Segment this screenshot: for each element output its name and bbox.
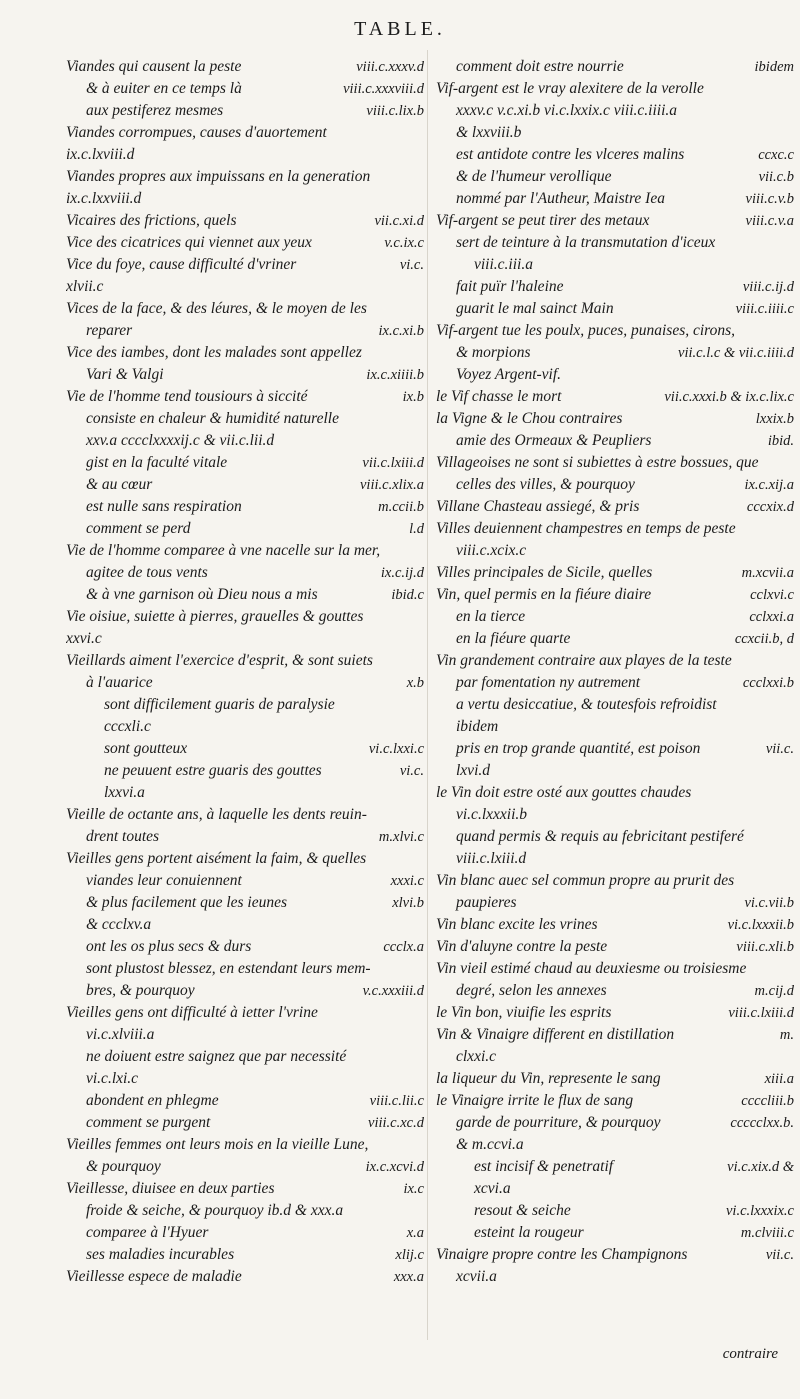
entry-reference: xxxi.c bbox=[390, 873, 424, 889]
entry-text: xxv.a cccclxxxxij.c & vii.c.lii.d bbox=[86, 432, 275, 449]
index-entry bbox=[436, 958, 794, 980]
entry-reference: vii.c.xi.d bbox=[374, 213, 424, 229]
entry-reference: v.c.xxxiii.d bbox=[362, 983, 424, 999]
entry-text: degré, selon les annexes bbox=[456, 982, 607, 999]
entry-text: Vin blanc auec sel commun propre au prurit des bbox=[436, 872, 735, 889]
entry-text: Vari & Valgi bbox=[86, 366, 164, 383]
index-entry bbox=[66, 1134, 424, 1156]
entry-text: xcvii.a bbox=[456, 1268, 497, 1285]
index-entry bbox=[436, 914, 794, 936]
entry-text: quand permis & requis au febricitant pestiferé bbox=[456, 828, 744, 845]
index-entry bbox=[436, 1156, 794, 1178]
entry-text: abondent en phlegme bbox=[86, 1092, 219, 1109]
entry-reference: vii.c. bbox=[765, 741, 794, 757]
entry-text: comment doit estre nourrie bbox=[456, 58, 624, 75]
entry-text: resout & seiche bbox=[474, 1202, 571, 1219]
index-entry bbox=[436, 496, 794, 518]
index-entry bbox=[436, 320, 794, 342]
index-entry bbox=[66, 540, 424, 562]
entry-text: Vieille de octante ans, à laquelle les dents reuin- bbox=[66, 806, 367, 823]
entry-reference: ix.c bbox=[403, 1181, 424, 1197]
index-entry bbox=[436, 606, 794, 628]
entry-reference: xlvi.b bbox=[392, 895, 424, 911]
entry-text: Voyez Argent-vif. bbox=[456, 366, 562, 383]
index-entry bbox=[436, 1134, 794, 1156]
index-entry bbox=[436, 408, 794, 430]
index-entry bbox=[436, 1266, 794, 1288]
entry-text: Vin vieil estimé chaud au deuxiesme ou troisiesme bbox=[436, 960, 747, 977]
index-entry bbox=[436, 56, 794, 78]
entry-text: sont goutteux bbox=[104, 740, 188, 757]
entry-text: en la tierce bbox=[456, 608, 526, 625]
entry-reference: viii.c.xxxv.d bbox=[356, 59, 424, 75]
index-entry bbox=[436, 694, 794, 716]
entry-reference: viii.c.xc.d bbox=[368, 1115, 424, 1131]
index-entry bbox=[66, 804, 424, 826]
index-entry bbox=[436, 1024, 794, 1046]
index-entry bbox=[66, 254, 424, 276]
entry-text: par fomentation ny autrement bbox=[456, 674, 641, 691]
entry-text: celles des villes, & pourquoy bbox=[456, 476, 635, 493]
entry-text: Vieillesse espece de maladie bbox=[66, 1268, 242, 1285]
entry-text: Vieilles gens ont difficulté à ietter l'vrine bbox=[66, 1004, 318, 1021]
entry-reference: viii.c.lxiii.d bbox=[728, 1005, 794, 1021]
entry-reference: cclxvi.c bbox=[750, 587, 794, 603]
entry-text: ne peuuent estre guaris des gouttes bbox=[104, 762, 322, 779]
index-entry bbox=[436, 364, 794, 386]
entry-reference: x.a bbox=[406, 1225, 424, 1241]
entry-text: sont plustost blessez, en estendant leurs mem- bbox=[86, 960, 371, 977]
entry-text: vi.c.xlviii.a bbox=[86, 1026, 155, 1043]
entry-reference: cccxix.d bbox=[746, 499, 794, 515]
index-entry bbox=[66, 144, 424, 166]
index-entry bbox=[436, 848, 794, 870]
entry-text: gist en la faculté vitale bbox=[86, 454, 228, 471]
entry-text: Vieilles femmes ont leurs mois en la vieille Lune, bbox=[66, 1136, 369, 1153]
index-entry bbox=[66, 870, 424, 892]
entry-reference: xlij.c bbox=[395, 1247, 424, 1263]
index-entry bbox=[66, 892, 424, 914]
index-entry bbox=[436, 430, 794, 452]
index-entry bbox=[436, 1178, 794, 1200]
entry-reference: ix.c.xiiii.b bbox=[366, 367, 424, 383]
entry-text: Vices de la face, & des léures, & le moyen de les bbox=[66, 300, 367, 317]
entry-text: bres, & pourquoy bbox=[86, 982, 195, 999]
entry-text: Vin blanc excite les vrines bbox=[436, 916, 598, 933]
entry-text: esteint la rougeur bbox=[474, 1224, 584, 1241]
index-entry bbox=[436, 452, 794, 474]
index-entry bbox=[436, 760, 794, 782]
entry-text: amie des Ormeaux & Peupliers bbox=[456, 432, 652, 449]
entry-text: nommé par l'Autheur, Maistre Iea bbox=[456, 190, 665, 207]
entry-text: ix.c.lxviii.d bbox=[66, 146, 135, 163]
entry-reference: vi.c.lxxxii.b bbox=[727, 917, 794, 933]
entry-reference: l.d bbox=[409, 521, 424, 537]
entry-text: & lxxviii.b bbox=[456, 124, 522, 141]
index-entry bbox=[66, 452, 424, 474]
entry-text: guarit le mal sainct Main bbox=[456, 300, 614, 317]
index-entry bbox=[436, 826, 794, 848]
entry-text: viii.c.xcix.c bbox=[456, 542, 527, 559]
entry-text: & ccclxv.a bbox=[86, 916, 152, 933]
index-column-right bbox=[436, 56, 794, 1288]
entry-reference: viii.c.xlix.a bbox=[359, 477, 424, 493]
entry-text: Vin d'aluyne contre la peste bbox=[436, 938, 608, 955]
index-entry bbox=[66, 1046, 424, 1068]
entry-text: & à euiter en ce temps là bbox=[86, 80, 242, 97]
entry-text: vi.c.lxxxii.b bbox=[456, 806, 527, 823]
entry-reference: v.c.ix.c bbox=[384, 235, 424, 251]
entry-text: xxvi.c bbox=[66, 630, 102, 647]
index-entry bbox=[66, 1002, 424, 1024]
entry-reference: ibid. bbox=[767, 433, 794, 449]
index-column-left bbox=[66, 56, 424, 1288]
index-entry bbox=[436, 1002, 794, 1024]
entry-text: est nulle sans respiration bbox=[86, 498, 242, 515]
index-entry bbox=[66, 760, 424, 782]
index-entry bbox=[436, 342, 794, 364]
index-entry bbox=[436, 474, 794, 496]
entry-text: le Vinaigre irrite le flux de sang bbox=[436, 1092, 634, 1109]
index-entry bbox=[436, 122, 794, 144]
entry-reference: vi.c. bbox=[399, 257, 424, 273]
entry-text: Vin & Vinaigre different en distillation bbox=[436, 1026, 675, 1043]
entry-text: Vin grandement contraire aux playes de la teste bbox=[436, 652, 732, 669]
entry-reference: ibid.c bbox=[391, 587, 424, 603]
entry-reference: ccclxxi.b bbox=[742, 675, 794, 691]
entry-text: en la fiéure quarte bbox=[456, 630, 571, 647]
index-entry bbox=[436, 540, 794, 562]
entry-reference: vii.c.lxiii.d bbox=[362, 455, 424, 471]
entry-text: Viandes corrompues, causes d'auortement bbox=[66, 124, 327, 141]
entry-text: Vin, quel permis en la fiéure diaire bbox=[436, 586, 652, 603]
entry-text: froide & seiche, & pourquoy ib.d & xxx.a bbox=[86, 1202, 344, 1219]
entry-text: agitee de tous vents bbox=[86, 564, 208, 581]
entry-text: ix.c.lxxviii.d bbox=[66, 190, 142, 207]
index-entry bbox=[66, 386, 424, 408]
entry-reference: viii.c.xxxviii.d bbox=[343, 81, 424, 97]
entry-reference: viii.c.xli.b bbox=[736, 939, 794, 955]
entry-reference: ix.c.xi.b bbox=[378, 323, 424, 339]
index-entry bbox=[66, 1244, 424, 1266]
entry-reference: vi.c.lxxxix.c bbox=[725, 1203, 794, 1219]
entry-text: ont les os plus secs & durs bbox=[86, 938, 252, 955]
column-divider bbox=[427, 50, 428, 1340]
entry-reference: m.xlvi.c bbox=[378, 829, 424, 845]
index-entry bbox=[436, 254, 794, 276]
index-entry bbox=[66, 650, 424, 672]
entry-text: à l'auarice bbox=[86, 674, 153, 691]
entry-text: viii.c.lxiii.d bbox=[456, 850, 527, 867]
index-entry bbox=[66, 78, 424, 100]
index-entry bbox=[66, 430, 424, 452]
index-entry bbox=[436, 518, 794, 540]
entry-reference: vi.c. bbox=[399, 763, 424, 779]
index-entry bbox=[66, 1178, 424, 1200]
index-entry bbox=[66, 958, 424, 980]
entry-text: viandes leur conuiennent bbox=[86, 872, 242, 889]
index-entry bbox=[436, 1222, 794, 1244]
index-entry bbox=[66, 1200, 424, 1222]
entry-text: viii.c.iii.a bbox=[474, 256, 533, 273]
index-entry bbox=[436, 1200, 794, 1222]
entry-text: comparee à l'Hyuer bbox=[86, 1224, 209, 1241]
index-entry bbox=[436, 584, 794, 606]
index-entry bbox=[436, 1112, 794, 1134]
index-entry bbox=[66, 672, 424, 694]
entry-text: lxvi.d bbox=[456, 762, 490, 779]
entry-text: la Vigne & le Chou contraires bbox=[436, 410, 623, 427]
entry-text: pris en trop grande quantité, est poison bbox=[456, 740, 701, 757]
entry-text: xxxv.c v.c.xi.b vi.c.lxxix.c viii.c.iiii.a bbox=[456, 102, 678, 119]
index-entry bbox=[436, 298, 794, 320]
entry-text: xcvi.a bbox=[474, 1180, 511, 1197]
entry-text: & pourquoy bbox=[86, 1158, 161, 1175]
entry-text: Villes deuiennent champestres en temps de peste bbox=[436, 520, 736, 537]
entry-reference: cclxxi.a bbox=[749, 609, 794, 625]
entry-text: Villageoises ne sont si subiettes à estre bossues, que bbox=[436, 454, 759, 471]
index-entry bbox=[436, 144, 794, 166]
index-entry bbox=[436, 1090, 794, 1112]
index-entry bbox=[436, 628, 794, 650]
entry-text: a vertu desiccatiue, & toutesfois refroidist bbox=[456, 696, 717, 713]
entry-reference: viii.c.lix.b bbox=[366, 103, 424, 119]
index-entry bbox=[66, 276, 424, 298]
index-entry bbox=[66, 320, 424, 342]
index-entry bbox=[436, 870, 794, 892]
entry-reference: vii.c.b bbox=[758, 169, 794, 185]
entry-reference: ccxcii.b, d bbox=[734, 631, 794, 647]
entry-text: cccxli.c bbox=[104, 718, 151, 735]
entry-text: Vice du foye, cause difficulté d'vriner bbox=[66, 256, 297, 273]
entry-text: est antidote contre les vlceres malins bbox=[456, 146, 685, 163]
index-entry bbox=[436, 804, 794, 826]
entry-text: Vieilles gens portent aisément la faim, & quelles bbox=[66, 850, 367, 867]
entry-text: Vieillards aiment l'exercice d'esprit, & sont suiets bbox=[66, 652, 373, 669]
index-entry bbox=[66, 100, 424, 122]
entry-reference: ix.c.xcvi.d bbox=[365, 1159, 424, 1175]
entry-text: fait puïr l'haleine bbox=[456, 278, 564, 295]
index-entry bbox=[66, 122, 424, 144]
index-entry bbox=[66, 694, 424, 716]
entry-text: le Vin bon, viuifie les esprits bbox=[436, 1004, 612, 1021]
index-entry bbox=[436, 892, 794, 914]
entry-text: est incisif & penetratif bbox=[474, 1158, 614, 1175]
index-entry bbox=[66, 210, 424, 232]
entry-text: & à vne garnison où Dieu nous a mis bbox=[86, 586, 318, 603]
index-entry bbox=[66, 188, 424, 210]
index-entry bbox=[436, 936, 794, 958]
entry-text: ses maladies incurables bbox=[86, 1246, 235, 1263]
entry-text: Vie de l'homme tend tousiours à siccité bbox=[66, 388, 308, 405]
entry-text: Vieillesse, diuisee en deux parties bbox=[66, 1180, 275, 1197]
index-entry bbox=[436, 166, 794, 188]
index-entry bbox=[66, 782, 424, 804]
entry-text: Vicaires des frictions, quels bbox=[66, 212, 237, 229]
entry-text: Vice des cicatrices qui viennet aux yeux bbox=[66, 234, 312, 251]
index-entry bbox=[66, 848, 424, 870]
entry-reference: ccccliii.b bbox=[741, 1093, 794, 1109]
entry-text: sont difficilement guaris de paralysie bbox=[104, 696, 335, 713]
entry-reference: ccccclxx.b. bbox=[730, 1115, 794, 1131]
entry-text: garde de pourriture, & pourquoy bbox=[456, 1114, 661, 1131]
page-title: TABLE. bbox=[354, 18, 446, 40]
index-entry bbox=[66, 1024, 424, 1046]
index-entry bbox=[66, 1222, 424, 1244]
entry-text: sert de teinture à la transmutation d'iceux bbox=[456, 234, 716, 251]
entry-reference: viii.c.v.a bbox=[745, 213, 794, 229]
index-entry bbox=[436, 562, 794, 584]
entry-reference: vii.c.xxxi.b & ix.c.lix.c bbox=[664, 389, 794, 405]
entry-text: & m.ccvi.a bbox=[456, 1136, 524, 1153]
entry-reference: vi.c.xix.d & bbox=[727, 1159, 794, 1175]
index-entry bbox=[66, 56, 424, 78]
index-entry bbox=[436, 100, 794, 122]
entry-text: lxxvi.a bbox=[104, 784, 145, 801]
index-entry bbox=[436, 672, 794, 694]
index-entry bbox=[66, 1068, 424, 1090]
index-entry bbox=[66, 606, 424, 628]
index-entry bbox=[66, 914, 424, 936]
entry-reference: ix.c.ij.d bbox=[380, 565, 424, 581]
index-entry bbox=[66, 716, 424, 738]
entry-text: Villes principales de Sicile, quelles bbox=[436, 564, 653, 581]
index-entry bbox=[66, 980, 424, 1002]
index-entry bbox=[66, 1266, 424, 1288]
entry-text: clxxi.c bbox=[456, 1048, 497, 1065]
index-entry bbox=[436, 716, 794, 738]
index-entry bbox=[66, 166, 424, 188]
entry-reference: ibidem bbox=[754, 59, 794, 75]
entry-reference: vii.c.l.c & vii.c.iiii.d bbox=[678, 345, 794, 361]
entry-reference: xiii.a bbox=[764, 1071, 794, 1087]
entry-reference: m.ccii.b bbox=[378, 499, 424, 515]
entry-reference: ix.c.xij.a bbox=[744, 477, 794, 493]
entry-reference: viii.c.lii.c bbox=[369, 1093, 424, 1109]
index-entry bbox=[66, 496, 424, 518]
index-entry bbox=[66, 1156, 424, 1178]
index-entry bbox=[66, 232, 424, 254]
index-entry bbox=[66, 298, 424, 320]
entry-reference: ccclx.a bbox=[383, 939, 424, 955]
index-entry bbox=[66, 518, 424, 540]
entry-reference: m.clviii.c bbox=[740, 1225, 794, 1241]
entry-text: drent toutes bbox=[86, 828, 160, 845]
entry-reference: m.xcvii.a bbox=[741, 565, 794, 581]
entry-text: ne doiuent estre saignez que par necessité bbox=[86, 1048, 347, 1065]
index-entry bbox=[436, 276, 794, 298]
index-entry bbox=[436, 232, 794, 254]
index-entry bbox=[436, 782, 794, 804]
entry-text: & au cœur bbox=[86, 476, 153, 493]
index-entry bbox=[436, 188, 794, 210]
entry-text: Vice des iambes, dont les malades sont appellez bbox=[66, 344, 362, 361]
index-entry bbox=[66, 342, 424, 364]
entry-text: paupieres bbox=[456, 894, 517, 911]
entry-text: comment se perd bbox=[86, 520, 191, 537]
entry-text: comment se purgent bbox=[86, 1114, 211, 1131]
index-entry bbox=[66, 936, 424, 958]
entry-text: ibidem bbox=[456, 718, 499, 735]
index-entry bbox=[66, 474, 424, 496]
index-entry bbox=[436, 738, 794, 760]
entry-text: Viandes propres aux impuissans en la generation bbox=[66, 168, 371, 185]
index-entry bbox=[66, 408, 424, 430]
index-entry bbox=[66, 1090, 424, 1112]
index-entry bbox=[436, 980, 794, 1002]
entry-text: la liqueur du Vin, represente le sang bbox=[436, 1070, 661, 1087]
entry-text: & de l'humeur verollique bbox=[456, 168, 612, 185]
entry-reference: xxx.a bbox=[393, 1269, 424, 1285]
index-entry bbox=[436, 650, 794, 672]
entry-reference: vii.c. bbox=[765, 1247, 794, 1263]
entry-reference: ccxc.c bbox=[758, 147, 794, 163]
entry-text: xlvii.c bbox=[66, 278, 104, 295]
entry-reference: lxxix.b bbox=[755, 411, 794, 427]
entry-text: aux pestiferez mesmes bbox=[86, 102, 224, 119]
index-entry bbox=[436, 210, 794, 232]
index-entry bbox=[436, 1046, 794, 1068]
index-entry bbox=[66, 738, 424, 760]
entry-reference: viii.c.v.b bbox=[745, 191, 794, 207]
entry-text: Vie de l'homme comparee à vne nacelle sur la mer, bbox=[66, 542, 381, 559]
index-entry bbox=[66, 628, 424, 650]
entry-text: consiste en chaleur & humidité naturelle bbox=[86, 410, 339, 427]
index-entry bbox=[436, 386, 794, 408]
entry-text: Vif-argent se peut tirer des metaux bbox=[436, 212, 650, 229]
entry-text: Vie oisiue, suiette à pierres, grauelles & gouttes bbox=[66, 608, 364, 625]
entry-text: & plus facilement que les ieunes bbox=[86, 894, 288, 911]
entry-reference: m.cij.d bbox=[754, 983, 794, 999]
entry-text: le Vif chasse le mort bbox=[436, 388, 562, 405]
entry-text: Vif-argent est le vray alexitere de la verolle bbox=[436, 80, 704, 97]
entry-text: & morpions bbox=[456, 344, 531, 361]
entry-text: Viandes qui causent la peste bbox=[66, 58, 242, 75]
index-entry bbox=[66, 364, 424, 386]
index-entry bbox=[66, 1112, 424, 1134]
entry-text: reparer bbox=[86, 322, 133, 339]
index-entry bbox=[66, 562, 424, 584]
index-entry bbox=[66, 584, 424, 606]
entry-text: le Vin doit estre osté aux gouttes chaudes bbox=[436, 784, 692, 801]
entry-reference: viii.c.iiii.c bbox=[735, 301, 794, 317]
index-entry bbox=[66, 826, 424, 848]
entry-text: vi.c.lxi.c bbox=[86, 1070, 139, 1087]
entry-text: Vif-argent tue les poulx, puces, punaises, cirons, bbox=[436, 322, 736, 339]
entry-reference: vi.c.lxxi.c bbox=[368, 741, 424, 757]
entry-reference: ix.b bbox=[402, 389, 424, 405]
entry-reference: viii.c.ij.d bbox=[742, 279, 794, 295]
index-entry bbox=[436, 1244, 794, 1266]
entry-reference: vi.c.vii.b bbox=[744, 895, 794, 911]
index-entry bbox=[436, 78, 794, 100]
entry-reference: x.b bbox=[406, 675, 424, 691]
entry-text: Villane Chasteau assiegé, & pris bbox=[436, 498, 640, 515]
entry-reference: m. bbox=[779, 1027, 794, 1043]
index-entry bbox=[436, 1068, 794, 1090]
catchword: contraire bbox=[722, 1346, 778, 1362]
entry-text: Vinaigre propre contre les Champignons bbox=[436, 1246, 688, 1263]
